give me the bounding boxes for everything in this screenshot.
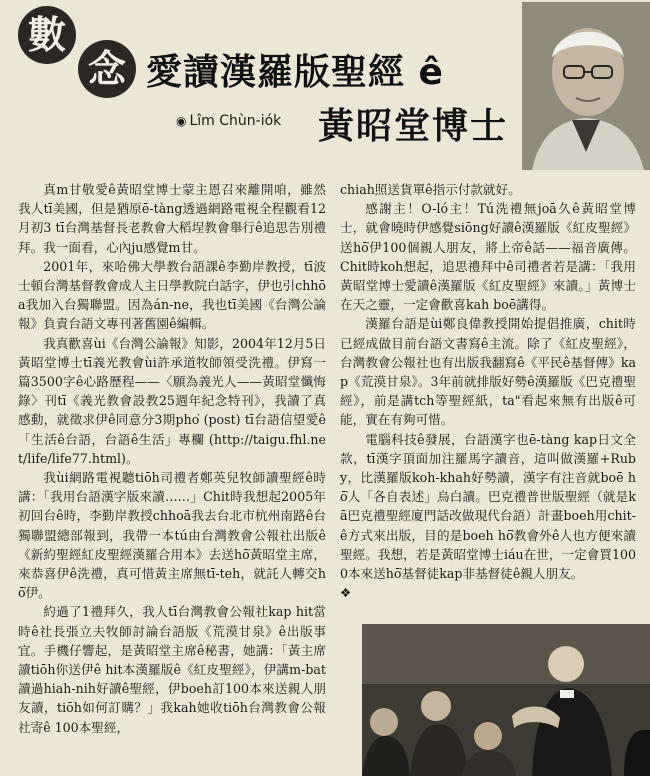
author-name: Lîm Chùn-iók bbox=[189, 113, 282, 129]
column-badge-char-2: 念 bbox=[78, 40, 136, 98]
paragraph: 我ùi網路電視聽tiōh司禮者鄭英兒牧師讀聖經ê時講：「我用台語漢字版來讀……」Chit時我想起2005年初回台ê時，李勤岸教授chhoā我去台北市杭州南路ê台獨聯盟總部報到，我帶一本tú由台灣教會公報社出版ê《新約聖經紅皮聖經漢羅合用本》去送hō͘黃昭堂主席，來恭喜伊ê洗禮，真可惜黃主席無tī-teh，就託人轉交hō͘伊。 bbox=[18, 470, 326, 601]
headline-line-2: 黃昭堂博士 bbox=[318, 106, 509, 147]
paragraph: 真m甘敬愛ê黃昭堂博士蒙主恩召來離開咱，雖然我人tī美國，但是猶原ē-tàng透過網路電視全程觀看12月初3 tī台灣基督長老教會大稻埕教會舉行ê追思告別禮拜。我一面看，心內ju感覺m甘。 bbox=[18, 182, 326, 255]
baptism-illustration bbox=[362, 624, 650, 776]
column-badge-char-1: 數 bbox=[18, 6, 76, 64]
byline bbox=[176, 113, 281, 129]
end-mark: ❖ bbox=[340, 585, 352, 601]
paragraph: 感謝主！O-ló主！Tú洗禮無joā久ê黃昭堂博士，就會曉時伊感覺siōng好讀ê漢羅版《紅皮聖經》送hō͘伊100個親人朋友，將上帝ê話——福音廣傳。Chit時koh想起，追思禮拜中ê司禮者若是講：「我用黃昭堂博士愛讀ê漢羅版《紅皮聖經》來讀。」黃博士在天之靈，一定會歡喜kah boē講得。 bbox=[340, 201, 636, 313]
paragraph: 2001年，來哈佛大學教台語課ê李勤岸教授，tī波士頓台灣基督教會成人主日學教院白話字，伊也引chhōa我加入台獨聯盟。因為án-ne，我也tī美國《台灣公論報》負責台語文專刊著舊園ê編輯。 bbox=[18, 258, 326, 332]
portrait-photo bbox=[522, 2, 650, 170]
byline-mark: ◉ bbox=[176, 114, 187, 128]
paragraph: 漢羅台語是ùi鄭良偉教授開始提倡推廣，chit時已經成做目前台語文書寫ê主流。除了《紅皮聖經》，台灣教會公報社也有出版我翻寫ê《平民ê基督傳》kap《荒漠甘泉》。3年前就排版好勢ê漢羅版《巴克禮聖經》，前是講tch等聖經紙，ta"看起來無有出版ê可能，實在有夠可惜。 bbox=[340, 316, 636, 428]
article-column-right bbox=[340, 180, 636, 602]
paragraph: chiah照送貨單ê指示付款就好。 bbox=[340, 182, 521, 197]
paragraph: 我真歡喜ùi《台灣公論報》知影，2004年12月5日黃昭堂博士tī義光教會ùi許承道牧師領受洗禮。伊寫一篇3500字ê心路歷程——〈願為義光人——黃昭堂懺悔錄〉刊tī《義光教會設教25週年紀念特刊》，我讀了真感動，就徵求伊ê同意分3期pho͘ (post) tī台語信望愛ê「生活ê台語，台語ê生活」專欄 (http://taigu.fhl.net/life/life77.html)。 bbox=[18, 335, 326, 466]
portrait-illustration bbox=[522, 2, 650, 170]
paragraph: 約過了1禮拜久，我人tī台灣教會公報社kap hit當時ê社長張立夫牧師討論台語版《荒漠甘泉》ê出版事宜。手機仔響起，是黃昭堂主席ê秘書，她講：「黃主席讀tiōh你送伊ê hit本漢羅版ê《紅皮聖經》，伊講m-bat讀過hiah-nih好讀ê聖經，伊boeh訂100本來送親人朋友讀，tiōh如何訂購？」我kah她收tiōh台灣教會公報社寄ê 100本聖經， bbox=[18, 604, 326, 735]
article-column-left bbox=[18, 180, 326, 737]
headline-line-1: 愛讀漢羅版聖經 ê bbox=[146, 52, 444, 93]
paragraph: 電腦科技ê發展，台語漢字也ē-tàng kap日文全款，tī漢字頂面加注羅馬字讀音，這叫做漢羅+Ruby，比漢羅版koh-khah好勢讀，漢字有注音就boē hō͘人「各自表述」烏白讀。巴克禮普世版聖經（就是kā巴克禮聖經廈門話改做現代台語）計畫boeh用chit-ê方式來出版，目的是boeh hō͘教會外ê人也方便來讀聖經。我想，若是黃昭堂博士iáu在世，一定會買1000本來送hō͘基督徒kap非基督徒ê親人朋友。 bbox=[340, 431, 636, 582]
baptism-photo bbox=[362, 624, 650, 776]
